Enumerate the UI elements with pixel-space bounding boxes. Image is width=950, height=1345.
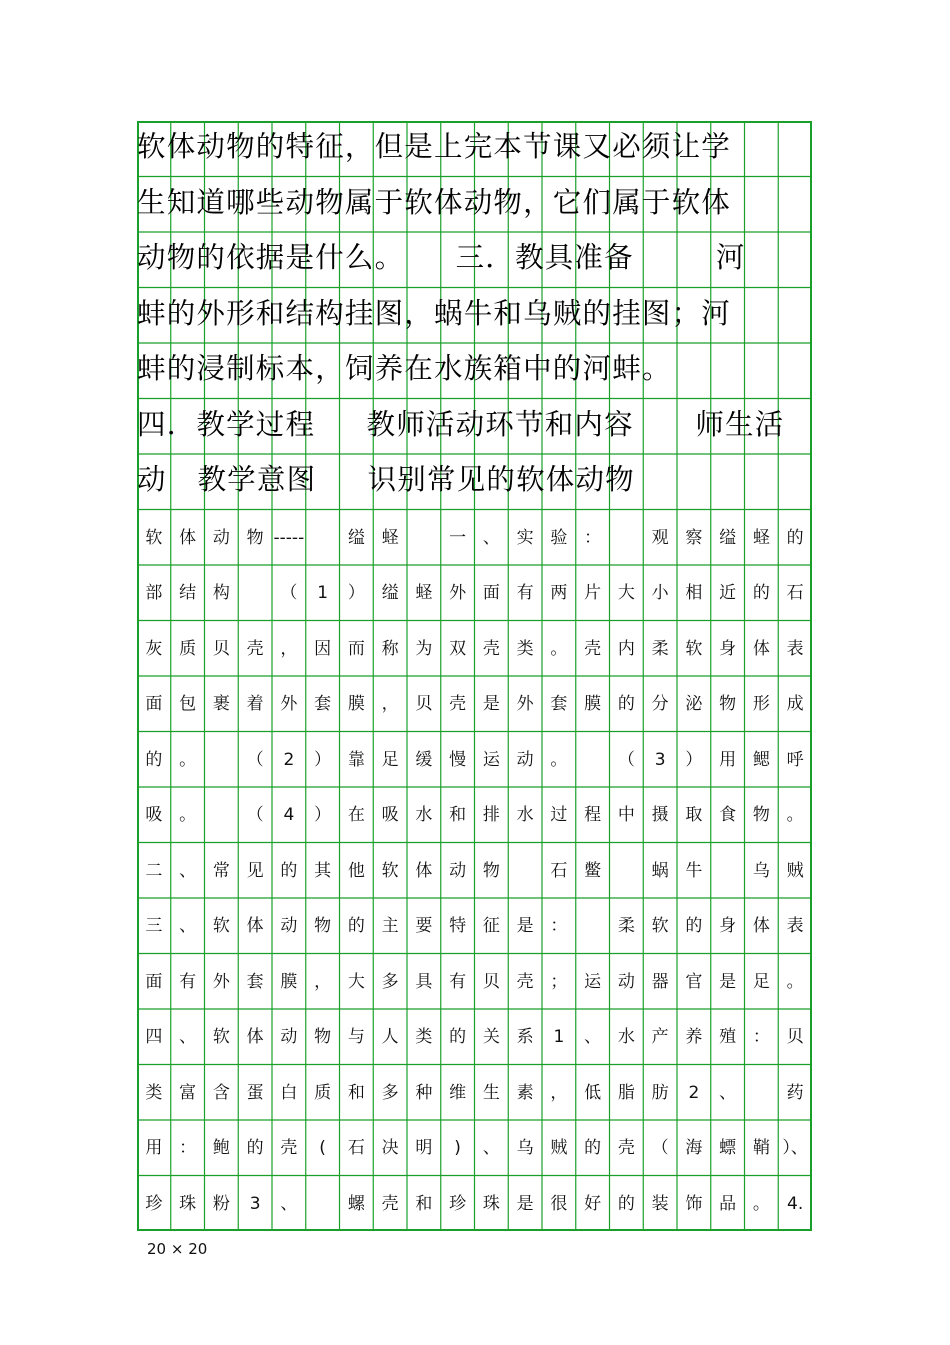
grid-cell: ： <box>584 527 602 548</box>
grid-cell: 蜗 <box>651 860 669 881</box>
grid-cell: 足 <box>752 971 770 992</box>
grid-cell: 蛋 <box>246 1082 264 1103</box>
grid-cell: 鳖 <box>584 860 602 881</box>
grid-cell: 是 <box>482 694 500 714</box>
grid-cell: 壳 <box>584 638 602 659</box>
grid-cell: 和 <box>347 1082 365 1103</box>
grid-cell: 种 <box>415 1082 433 1103</box>
grid-cell: ) <box>454 1138 461 1158</box>
grid-cell: 品 <box>719 1193 737 1214</box>
grid-cell: 多 <box>381 1082 399 1103</box>
grid-text-row <box>137 787 812 843</box>
grid-cell: 套 <box>246 971 264 992</box>
grid-cell: 运 <box>482 749 500 770</box>
grid-cell: 的 <box>685 916 703 936</box>
grid-cell: ） <box>314 749 332 770</box>
grid-cell: 在 <box>347 805 365 825</box>
grid-cell: 体 <box>179 527 197 548</box>
grid-cell: 石 <box>347 1138 365 1158</box>
grid-cell: 取 <box>685 805 703 825</box>
grid-cell: 面 <box>482 583 500 603</box>
grid-cell: 软 <box>685 638 703 659</box>
grid-cell: 、 <box>584 1027 602 1047</box>
grid-cell: 壳 <box>449 694 467 714</box>
grid-cell: 贝 <box>482 971 500 992</box>
grid-cell: ： <box>179 1138 197 1158</box>
large-text-line: 生知道哪些动物属于软体动物，它们属于软体 <box>137 185 732 219</box>
grid-cell: 膜 <box>347 694 365 714</box>
grid-cell: 多 <box>381 971 399 992</box>
grid-text-row <box>137 954 812 1010</box>
grid-cell: 表 <box>786 916 804 936</box>
grid-cell: 蛏 <box>752 527 770 548</box>
grid-cell: 鲍 <box>212 1138 230 1158</box>
grid-cell: ） <box>685 749 703 770</box>
grid-cell: 膜 <box>584 694 602 714</box>
grid-cell: 物 <box>314 1027 332 1047</box>
grid-cell: 是 <box>516 916 534 936</box>
grid-cell: 实 <box>516 527 534 548</box>
grid-cell: 动 <box>617 971 635 992</box>
grid-cell: 大 <box>617 583 635 603</box>
grid-cell: 为 <box>415 638 433 659</box>
grid-cell: 4. <box>787 1193 804 1214</box>
grid-cell: 形 <box>752 694 770 714</box>
large-text-row <box>137 454 812 510</box>
grid-cell: 官 <box>685 971 703 992</box>
grid-cell: ）、 <box>782 1138 808 1158</box>
grid-cell: 缢 <box>719 527 737 548</box>
grid-cell: 的 <box>617 694 635 714</box>
grid-cell: 呼 <box>786 749 804 770</box>
grid-cell: 程 <box>584 805 602 825</box>
grid-cell: 决 <box>381 1138 399 1158</box>
grid-cell: 食 <box>719 805 737 825</box>
grid-cell: 。 <box>550 749 568 770</box>
grid-cell: 殖 <box>719 1027 737 1047</box>
grid-cell: 与 <box>347 1027 365 1047</box>
grid-cell: 贝 <box>212 638 230 659</box>
grid-cell: 水 <box>516 805 534 825</box>
grid-cell: 乌 <box>516 1138 534 1158</box>
grid-cell: 软 <box>212 1027 230 1047</box>
grid-cell: 珍 <box>145 1193 163 1214</box>
grid-cell: 、 <box>719 1082 737 1103</box>
grid-cell: 的 <box>145 749 163 770</box>
grid-cell: 螵 <box>719 1138 737 1158</box>
grid-cell: 的 <box>617 1193 635 1214</box>
grid-cell: 主 <box>381 916 399 936</box>
grid-cell: 身 <box>719 638 737 659</box>
large-text-row <box>137 177 812 233</box>
grid-cell: 生 <box>482 1082 500 1103</box>
grid-cell: 、 <box>179 1027 197 1047</box>
grid-cell: 运 <box>584 971 602 992</box>
grid-cell: 和 <box>415 1193 433 1214</box>
large-text-line: 蚌的外形和结构挂图，蜗牛和乌贼的挂图；河 <box>137 296 732 330</box>
grid-cell: 动 <box>516 749 534 770</box>
grid-cell: 察 <box>685 527 703 548</box>
grid-cell: 人 <box>381 1027 399 1047</box>
grid-cell: 具 <box>415 971 433 992</box>
grid-text-row <box>137 621 812 677</box>
grid-cell: 、 <box>482 1138 500 1158</box>
grid-cell: 柔 <box>617 916 635 936</box>
grid-cell: 水 <box>415 805 433 825</box>
grid-cell: 物 <box>482 860 500 881</box>
grid-cell: 养 <box>685 1027 703 1047</box>
grid-cell: 器 <box>651 971 669 992</box>
grid-cell: 3 <box>249 1193 261 1214</box>
grid-cell: 软 <box>212 916 230 936</box>
grid-cell: 是 <box>719 971 737 992</box>
grid-cell: 外 <box>516 694 534 714</box>
grid-cell: 大 <box>347 971 365 992</box>
grid-cell: 近 <box>719 583 737 603</box>
grid-cell: 的 <box>246 1138 264 1158</box>
grid-cell: 。 <box>752 1193 770 1214</box>
grid-cell: 脂 <box>617 1082 635 1103</box>
grid-cell: 石 <box>786 583 804 603</box>
grid-cell: 动 <box>280 1027 298 1047</box>
grid-cell: 体 <box>246 916 264 936</box>
grid-cell: 关 <box>482 1027 500 1047</box>
grid-cell: 中 <box>617 805 635 825</box>
grid-cell: 的 <box>786 527 804 548</box>
grid-cell: 2 <box>688 1082 700 1103</box>
grid-cell: 蛏 <box>415 583 433 603</box>
large-text-line: 软体动物的特征，但是上完本节课又必须让学 <box>137 130 732 163</box>
large-text-row <box>137 121 812 177</box>
grid-cell: （ <box>617 749 635 770</box>
grid-cell: 物 <box>314 916 332 936</box>
grid-cell: 观 <box>651 527 669 548</box>
large-text-row <box>137 232 812 288</box>
grid-cell: ； <box>550 971 568 992</box>
grid-cell: 珍 <box>449 1193 467 1214</box>
grid-cell: ） <box>314 805 332 825</box>
grid-cell: 软 <box>651 916 669 936</box>
grid-size-label: 20 × 20 <box>147 1240 208 1258</box>
grid-text-row <box>137 676 812 732</box>
grid-cell: ， <box>314 971 332 992</box>
grid-text-row <box>137 1009 812 1065</box>
grid-cell: 类 <box>145 1082 163 1103</box>
grid-cell: 足 <box>381 749 399 770</box>
grid-cell: 牛 <box>685 860 703 881</box>
grid-cell: ， <box>280 638 298 659</box>
grid-cell: （ <box>280 583 298 603</box>
grid-cell: 物 <box>752 805 770 825</box>
grid-cell: 1 <box>553 1027 565 1047</box>
grid-cell: 因 <box>314 638 332 659</box>
grid-cell: 富 <box>179 1082 197 1103</box>
grid-cell: 素 <box>516 1082 534 1103</box>
grid-cell: 产 <box>651 1027 669 1047</box>
grid-cell: 好 <box>584 1193 602 1214</box>
grid-cell: 缢 <box>347 527 365 548</box>
grid-cell: （ <box>246 749 264 770</box>
grid-cell: ： <box>550 916 568 936</box>
grid-text-row <box>137 565 812 621</box>
grid-cell: 乌 <box>752 860 770 881</box>
grid-cell: 面 <box>145 694 163 714</box>
grid-cell: 靠 <box>347 749 365 770</box>
grid-text-row <box>137 1120 812 1176</box>
grid-cell: 是 <box>516 1193 534 1214</box>
grid-cell: 。 <box>786 971 804 992</box>
grid-cell: 裹 <box>212 694 230 714</box>
grid-cell: ） <box>347 583 365 603</box>
grid-cell: 其 <box>314 860 332 881</box>
grid-cell: ----- <box>273 527 305 548</box>
grid-cell: ， <box>381 694 399 714</box>
grid-cell: 两 <box>550 583 568 603</box>
large-text-line: 蚌的浸制标本，饲养在水族箱中的河蚌。 <box>137 352 672 385</box>
grid-cell: 。 <box>179 805 197 825</box>
grid-cell: 称 <box>381 638 399 659</box>
grid-cell: ( <box>319 1138 326 1158</box>
grid-cell: 药 <box>786 1082 804 1103</box>
grid-cell: 三 <box>145 916 163 936</box>
grid-cell: 珠 <box>179 1193 197 1214</box>
grid-cell: 成 <box>786 694 804 714</box>
grid-cell: 表 <box>786 638 804 659</box>
grid-cell: 和 <box>449 805 467 825</box>
grid-cell: 过 <box>550 805 568 825</box>
grid-cell: （ <box>246 805 264 825</box>
grid-cell: 吸 <box>145 805 163 825</box>
grid-cell: 质 <box>314 1082 332 1103</box>
writing-grid-paper <box>137 121 812 1231</box>
grid-text-row <box>137 843 812 899</box>
grid-cell: 见 <box>246 860 264 881</box>
large-text-row <box>137 343 812 399</box>
grid-text-row <box>137 1176 812 1232</box>
grid-cell: 贝 <box>415 694 433 714</box>
grid-cell: 包 <box>179 694 197 714</box>
grid-cell: 粉 <box>212 1193 230 1214</box>
grid-cell: 的 <box>280 860 298 881</box>
large-text-line: 四．教学过程 教师活动环节和内容 师生活 <box>137 407 785 441</box>
grid-cell: 套 <box>314 694 332 714</box>
grid-cell: 动 <box>212 527 230 548</box>
grid-cell: 贼 <box>786 860 804 881</box>
grid-cell: 肪 <box>651 1082 669 1103</box>
grid-cell: 内 <box>617 638 635 659</box>
grid-cell: 。 <box>179 749 197 770</box>
grid-cell: 一 <box>449 527 467 548</box>
grid-cell: 贝 <box>786 1027 804 1047</box>
grid-cell: 缓 <box>415 749 433 770</box>
grid-cell: 特 <box>449 916 467 936</box>
grid-cell: 鳃 <box>752 749 770 770</box>
grid-cell: （ <box>651 1138 669 1158</box>
grid-cell: 白 <box>280 1082 298 1103</box>
grid-cell: 要 <box>415 916 433 936</box>
grid-cell: 常 <box>212 860 230 881</box>
large-text-row <box>137 288 812 344</box>
grid-cell: 质 <box>179 638 197 659</box>
grid-cell: 片 <box>584 583 602 603</box>
grid-cell: 含 <box>212 1082 230 1103</box>
grid-cell: 柔 <box>651 638 669 659</box>
grid-cell: 小 <box>651 583 669 603</box>
grid-cell: 饰 <box>685 1193 703 1214</box>
grid-cell: 缢 <box>381 583 399 603</box>
grid-cell: 的 <box>347 916 365 936</box>
grid-cell: 壳 <box>617 1138 635 1158</box>
grid-cell: 结 <box>179 583 197 603</box>
grid-cell: 4 <box>283 805 295 825</box>
large-text-line: 动 教学意图 识别常见的软体动物 <box>137 463 635 496</box>
grid-cell: 有 <box>449 971 467 992</box>
grid-cell: 装 <box>651 1193 669 1214</box>
grid-cell: 他 <box>347 860 365 881</box>
grid-cell: 壳 <box>280 1138 298 1158</box>
grid-cell: 套 <box>550 694 568 714</box>
grid-cell: 软 <box>145 527 163 548</box>
grid-cell: 着 <box>246 694 264 714</box>
grid-cell: 体 <box>752 916 770 936</box>
grid-cell: 慢 <box>449 749 467 770</box>
grid-cell: 。 <box>550 638 568 659</box>
grid-cell: 四 <box>145 1027 163 1047</box>
grid-cell: 用 <box>145 1138 163 1158</box>
grid-cell: 吸 <box>381 805 399 825</box>
grid-text <box>137 121 812 1231</box>
grid-cell: 石 <box>550 860 568 881</box>
grid-cell: 有 <box>179 971 197 992</box>
grid-cell: 系 <box>516 1027 534 1047</box>
grid-cell: 、 <box>179 916 197 936</box>
grid-cell: ， <box>550 1082 568 1103</box>
grid-cell: 双 <box>449 638 467 659</box>
grid-cell: 螺 <box>347 1193 365 1214</box>
grid-cell: 明 <box>415 1138 433 1158</box>
grid-cell: 壳 <box>516 971 534 992</box>
grid-cell: 维 <box>449 1082 467 1103</box>
grid-cell: 壳 <box>246 638 264 659</box>
grid-cell: 的 <box>752 583 770 603</box>
grid-cell: 海 <box>685 1138 703 1158</box>
large-text-line: 动物的依据是什么。 三．教具准备 河 <box>137 241 746 274</box>
grid-text-row <box>137 510 812 566</box>
grid-cell: 、 <box>280 1193 298 1214</box>
grid-cell: 物 <box>719 694 737 714</box>
grid-cell: 二 <box>145 860 163 881</box>
large-text-row <box>137 399 812 455</box>
grid-cell: 灰 <box>145 638 163 659</box>
grid-cell: 征 <box>482 916 500 936</box>
grid-cell: 壳 <box>482 638 500 659</box>
grid-cell: 的 <box>584 1138 602 1158</box>
grid-cell: ： <box>752 1027 770 1047</box>
grid-cell: 1 <box>317 583 329 603</box>
grid-cell: 动 <box>449 860 467 881</box>
grid-cell: 体 <box>415 860 433 881</box>
grid-text-row <box>137 898 812 954</box>
grid-cell: 分 <box>651 694 669 714</box>
grid-cell: 壳 <box>381 1193 399 1214</box>
grid-cell: 水 <box>617 1027 635 1047</box>
grid-cell: 排 <box>482 805 500 825</box>
grid-cell: 用 <box>719 749 737 770</box>
grid-cell: 的 <box>449 1027 467 1047</box>
grid-cell: 有 <box>516 583 534 603</box>
grid-cell: 类 <box>415 1027 433 1047</box>
grid-cell: 软 <box>381 860 399 881</box>
grid-cell: 3 <box>654 749 666 770</box>
grid-cell: 而 <box>347 638 365 659</box>
grid-cell: 物 <box>246 527 264 548</box>
grid-cell: 2 <box>283 749 295 770</box>
grid-cell: 贼 <box>550 1138 568 1158</box>
grid-cell: 类 <box>516 638 534 659</box>
grid-cell: 很 <box>550 1193 568 1214</box>
grid-cell: 膜 <box>280 971 298 992</box>
grid-cell: 身 <box>719 916 737 936</box>
grid-cell: 动 <box>280 916 298 936</box>
grid-cell: 面 <box>145 971 163 992</box>
grid-cell: 外 <box>449 583 467 603</box>
grid-cell: 鞘 <box>752 1138 770 1158</box>
grid-text-row <box>137 1065 812 1121</box>
grid-cell: 验 <box>550 527 568 548</box>
grid-cell: 体 <box>752 638 770 659</box>
grid-cell: 低 <box>584 1082 602 1103</box>
grid-cell: 、 <box>179 860 197 881</box>
grid-cell: 泌 <box>685 694 703 714</box>
grid-cell: 。 <box>786 805 804 825</box>
grid-cell: 相 <box>685 583 703 603</box>
grid-cell: 珠 <box>482 1193 500 1214</box>
grid-cell: 摄 <box>651 805 669 825</box>
grid-cell: 、 <box>482 527 500 548</box>
grid-cell: 构 <box>212 583 230 603</box>
grid-cell: 体 <box>246 1027 264 1047</box>
grid-cell: 部 <box>145 583 163 603</box>
grid-cell: 外 <box>212 971 230 992</box>
grid-text-row <box>137 732 812 788</box>
grid-cell: 蛏 <box>381 527 399 548</box>
grid-cell: 外 <box>280 694 298 714</box>
